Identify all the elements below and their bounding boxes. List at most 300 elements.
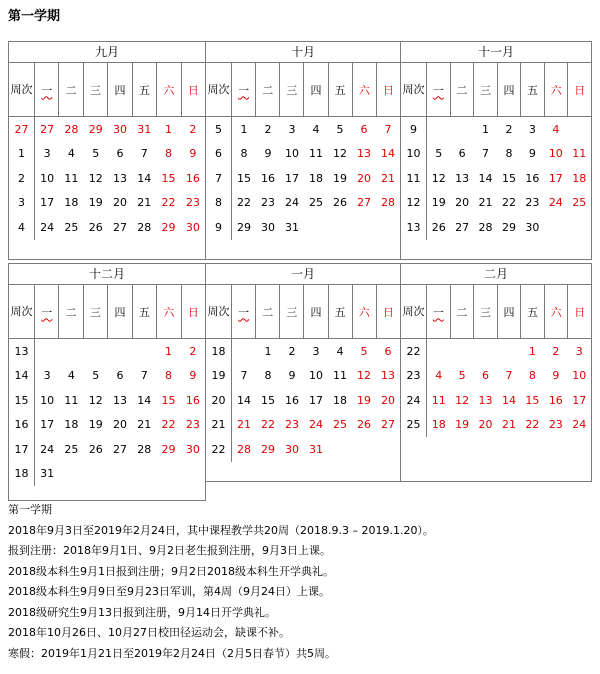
day-cell: 17 (40, 418, 55, 432)
day-cell: 1 (165, 122, 173, 136)
day-cell: 24 (572, 418, 587, 432)
day-cell: 20 (112, 418, 127, 432)
day-cell (450, 339, 473, 364)
day-cell: 10 (285, 147, 299, 161)
week-row (9, 117, 205, 142)
day-cell: 29 (161, 442, 176, 456)
week-row (206, 142, 400, 167)
day-cell: 17 (285, 171, 299, 185)
week-number: 6 (206, 142, 232, 167)
week-header: 周 次 (207, 304, 230, 318)
day-cell: 25 (64, 442, 79, 456)
day-cell: 4 (67, 369, 75, 383)
day-cell: 19 (88, 196, 103, 210)
day-cell: 21 (137, 418, 152, 432)
weekday-label: 二 (450, 63, 474, 116)
day-cell: 13 (112, 393, 127, 407)
day-cell: 2 (552, 344, 560, 358)
day-cell: 30 (185, 220, 200, 234)
day-cell: 1 (528, 344, 536, 358)
weekday-header (206, 285, 400, 339)
day-cell: 5 (336, 122, 344, 136)
weekday-label: 日 (376, 285, 400, 338)
weekday-label: 一 (34, 63, 58, 116)
weekday-header (401, 63, 591, 117)
day-cell: 4 (336, 344, 344, 358)
week-number: 25 (401, 413, 427, 438)
day-cell: 10 (309, 369, 323, 383)
day-cell: 17 (309, 393, 323, 407)
day-cell: 16 (185, 171, 200, 185)
week-row (206, 166, 400, 191)
day-cell: 23 (261, 196, 275, 210)
day-cell: 23 (185, 418, 200, 432)
day-cell: 10 (40, 171, 55, 185)
week-number: 19 (206, 364, 232, 389)
week-number: 2 (9, 166, 35, 191)
day-cell: 25 (64, 220, 79, 234)
day-cell: 17 (40, 196, 55, 210)
weekday-label: 一 (426, 63, 450, 116)
day-cell: 17 (572, 393, 587, 407)
day-cell: 15 (237, 171, 251, 185)
day-cell: 3 (288, 122, 296, 136)
day-cell: 25 (309, 196, 323, 210)
week-row (9, 191, 205, 216)
day-cell (427, 117, 450, 142)
month-title: 十二月 (9, 264, 205, 285)
week-number: 20 (206, 388, 232, 413)
week-row (9, 142, 205, 167)
day-cell (132, 462, 156, 487)
week-header: 周次 (402, 82, 425, 96)
day-cell (132, 339, 156, 364)
day-cell: 6 (384, 344, 392, 358)
day-cell: 5 (458, 369, 466, 383)
day-cell (156, 462, 180, 487)
day-cell: 29 (261, 442, 275, 456)
day-cell: 31 (137, 122, 152, 136)
day-cell: 15 (161, 393, 176, 407)
week-row (401, 339, 591, 364)
day-cell: 13 (455, 171, 470, 185)
weekday-label: 日 (567, 285, 591, 338)
day-cell: 26 (88, 220, 103, 234)
day-cell: 10 (548, 147, 563, 161)
day-cell: 17 (548, 171, 563, 185)
day-cell (84, 462, 108, 487)
day-cell (84, 339, 108, 364)
week-number: 17 (9, 437, 35, 462)
week-number: 4 (9, 215, 35, 240)
day-cell: 26 (357, 418, 371, 432)
week-row (9, 215, 205, 240)
weekday-label: 三 (279, 63, 303, 116)
week-row (206, 215, 400, 240)
weekday-label: 六 (156, 285, 180, 338)
week-number: 11 (401, 166, 427, 191)
week-number: 23 (401, 364, 427, 389)
day-cell: 27 (112, 220, 127, 234)
day-cell: 27 (112, 442, 127, 456)
week-row (9, 437, 205, 462)
week-number: 14 (9, 364, 35, 389)
day-cell: 3 (575, 344, 583, 358)
weekday-header (9, 63, 205, 117)
weekday-label: 三 (279, 285, 303, 338)
day-cell: 9 (552, 369, 560, 383)
weekday-label: 日 (181, 63, 205, 116)
weekday-label: 五 (132, 63, 156, 116)
day-cell: 16 (548, 393, 563, 407)
month-block (8, 41, 206, 260)
notes-line: 2018年10月26日、10月27日校田径运动会，缺课不补。 (8, 626, 290, 639)
day-cell: 23 (185, 196, 200, 210)
day-cell: 3 (312, 344, 320, 358)
weekday-label: 四 (107, 63, 131, 116)
day-cell: 16 (285, 393, 299, 407)
week-row (206, 191, 400, 216)
weekday-label: 一 (426, 285, 450, 338)
day-cell: 9 (189, 147, 197, 161)
day-cell: 18 (572, 171, 587, 185)
day-cell (108, 462, 132, 487)
week-number: 15 (9, 388, 35, 413)
notes-line: 报到注册：2018年9月1日、9月2日老生报到注册，9月3日上课。 (8, 544, 331, 557)
day-cell: 21 (381, 171, 395, 185)
week-row (206, 339, 400, 364)
day-cell: 21 (237, 418, 251, 432)
month-block (205, 41, 401, 260)
day-cell: 30 (185, 442, 200, 456)
week-row (9, 364, 205, 389)
week-row (9, 166, 205, 191)
day-cell: 30 (525, 220, 540, 234)
day-cell: 13 (381, 369, 395, 383)
week-row (401, 215, 591, 240)
weekday-label: 六 (544, 285, 568, 338)
day-cell: 11 (64, 171, 79, 185)
day-cell: 2 (264, 122, 272, 136)
weekday-label: 一 (231, 63, 255, 116)
week-row (206, 413, 400, 438)
day-cell: 16 (261, 171, 275, 185)
day-cell: 21 (501, 418, 516, 432)
day-cell: 3 (43, 147, 51, 161)
day-cell (376, 437, 400, 462)
day-cell (304, 215, 328, 240)
month-title: 二月 (401, 264, 591, 285)
week-header: 周 次 (10, 304, 33, 318)
day-cell: 26 (333, 196, 347, 210)
day-cell (181, 462, 205, 487)
month-block (400, 263, 592, 482)
day-cell: 31 (309, 442, 323, 456)
weekday-label: 四 (303, 63, 327, 116)
day-cell: 25 (333, 418, 347, 432)
week-number: 18 (9, 462, 35, 487)
day-cell: 12 (455, 393, 470, 407)
day-cell: 12 (431, 171, 446, 185)
day-cell: 18 (64, 196, 79, 210)
day-cell: 7 (384, 122, 392, 136)
week-row (401, 191, 591, 216)
day-cell: 13 (112, 171, 127, 185)
weekday-label: 二 (255, 285, 279, 338)
weekday-label: 一 (34, 285, 58, 338)
day-cell (568, 117, 591, 142)
day-cell: 22 (261, 418, 275, 432)
week-number: 18 (206, 339, 232, 364)
day-cell: 28 (237, 442, 251, 456)
notes-line: 2018级研究生9月13日报到注册，9月14日开学典礼。 (8, 605, 276, 619)
week-number: 10 (401, 142, 427, 167)
week-row (9, 339, 205, 364)
day-cell: 28 (381, 196, 395, 210)
day-cell: 7 (140, 147, 148, 161)
month-title: 一月 (206, 264, 400, 285)
day-cell: 28 (478, 220, 493, 234)
weekday-label: 二 (255, 63, 279, 116)
day-cell: 15 (261, 393, 275, 407)
day-cell: 19 (88, 418, 103, 432)
weekday-label: 一 (231, 285, 255, 338)
week-number: 27 (9, 117, 35, 142)
day-cell: 12 (333, 147, 347, 161)
day-cell (450, 117, 473, 142)
weekday-label: 三 (473, 63, 497, 116)
day-cell: 20 (381, 393, 395, 407)
day-cell: 19 (455, 418, 470, 432)
week-number: 21 (206, 413, 232, 438)
day-cell: 3 (43, 369, 51, 383)
day-cell: 1 (264, 344, 272, 358)
day-cell (352, 437, 376, 462)
day-cell: 21 (137, 196, 152, 210)
day-cell: 31 (40, 467, 55, 481)
day-cell: 11 (64, 393, 79, 407)
day-cell (328, 215, 352, 240)
weekday-label: 六 (156, 63, 180, 116)
week-number: 13 (9, 339, 35, 364)
day-cell: 29 (501, 220, 516, 234)
day-cell: 18 (431, 418, 446, 432)
day-cell: 20 (455, 196, 470, 210)
day-cell: 19 (333, 171, 347, 185)
weekday-label: 四 (107, 285, 131, 338)
day-cell: 15 (161, 171, 176, 185)
day-cell: 7 (140, 369, 148, 383)
notes-line: 2018级本科生9月9日至9月23日军训，第4周（9月24日）上课。 (8, 585, 330, 598)
week-number: 5 (206, 117, 232, 142)
day-cell: 29 (161, 220, 176, 234)
day-cell (544, 215, 567, 240)
weekday-label: 三 (83, 285, 107, 338)
day-cell: 3 (528, 122, 536, 136)
day-cell (232, 339, 256, 364)
notes-line: 2018年9月3日至2019年2月24日，其中课程教学共20周（2018.9.3 – 2019.1.20）。 (8, 523, 434, 537)
day-cell: 29 (88, 122, 103, 136)
day-cell: 27 (357, 196, 371, 210)
week-number: 8 (206, 191, 232, 216)
day-cell: 8 (165, 369, 173, 383)
week-number: 7 (206, 166, 232, 191)
day-cell: 16 (525, 171, 540, 185)
day-cell: 23 (548, 418, 563, 432)
day-cell: 14 (478, 171, 493, 185)
day-cell: 1 (482, 122, 490, 136)
day-cell: 24 (309, 418, 323, 432)
day-cell: 7 (240, 369, 248, 383)
week-header: 周 次 (402, 304, 425, 318)
day-cell: 9 (189, 369, 197, 383)
weekday-label: 五 (328, 63, 352, 116)
week-row (401, 364, 591, 389)
day-cell: 25 (572, 196, 587, 210)
day-cell: 27 (40, 122, 55, 136)
day-cell: 2 (189, 344, 197, 358)
day-cell: 22 (161, 418, 176, 432)
day-cell: 11 (309, 147, 323, 161)
day-cell: 5 (92, 147, 100, 161)
week-number: 24 (401, 388, 427, 413)
month-block (205, 263, 401, 482)
day-cell: 30 (261, 220, 275, 234)
day-cell: 14 (381, 147, 395, 161)
day-cell: 7 (482, 147, 490, 161)
day-cell: 24 (548, 196, 563, 210)
weekday-header (9, 285, 205, 339)
day-cell: 27 (381, 418, 395, 432)
day-cell: 21 (478, 196, 493, 210)
week-number: 22 (401, 339, 427, 364)
day-cell: 18 (333, 393, 347, 407)
week-number: 9 (206, 215, 232, 240)
week-row (9, 388, 205, 413)
weekday-label: 五 (328, 285, 352, 338)
day-cell: 4 (312, 122, 320, 136)
day-cell: 15 (501, 171, 516, 185)
notes-line: 第一学期 (8, 503, 52, 516)
day-cell (328, 437, 352, 462)
weekday-label: 四 (303, 285, 327, 338)
day-cell: 29 (237, 220, 251, 234)
day-cell: 27 (455, 220, 470, 234)
day-cell: 8 (240, 147, 248, 161)
day-cell: 9 (528, 147, 536, 161)
day-cell: 2 (189, 122, 197, 136)
notes (8, 500, 434, 664)
day-cell: 14 (501, 393, 516, 407)
week-number: 16 (9, 413, 35, 438)
week-number: 1 (9, 142, 35, 167)
week-row (206, 117, 400, 142)
day-cell: 14 (137, 171, 152, 185)
day-cell: 11 (572, 147, 587, 161)
day-cell: 8 (505, 147, 513, 161)
day-cell: 2 (505, 122, 513, 136)
day-cell: 8 (528, 369, 536, 383)
day-cell: 5 (92, 369, 100, 383)
day-cell: 28 (64, 122, 79, 136)
weekday-label: 四 (497, 63, 521, 116)
week-header: 周 次 (10, 82, 33, 96)
day-cell: 10 (572, 369, 587, 383)
day-cell: 28 (137, 442, 152, 456)
day-cell: 20 (112, 196, 127, 210)
day-cell (352, 215, 376, 240)
day-cell: 18 (64, 418, 79, 432)
day-cell: 6 (116, 369, 124, 383)
weekday-label: 二 (58, 63, 82, 116)
month-block (400, 41, 592, 260)
weekday-label: 四 (497, 285, 521, 338)
week-number: 12 (401, 191, 427, 216)
day-cell: 18 (309, 171, 323, 185)
weekday-label: 日 (567, 63, 591, 116)
day-cell: 31 (285, 220, 299, 234)
day-cell: 4 (435, 369, 443, 383)
weekday-label: 五 (132, 285, 156, 338)
day-cell: 30 (112, 122, 127, 136)
day-cell (474, 339, 497, 364)
day-cell: 22 (161, 196, 176, 210)
weekday-label: 六 (352, 285, 376, 338)
week-row (401, 117, 591, 142)
day-cell: 13 (478, 393, 493, 407)
weekday-label: 日 (181, 285, 205, 338)
week-number: 3 (9, 191, 35, 216)
month-block (8, 263, 206, 501)
day-cell: 23 (285, 418, 299, 432)
day-cell (59, 462, 83, 487)
week-number: 22 (206, 437, 232, 462)
day-cell: 9 (264, 147, 272, 161)
weekday-label: 三 (473, 285, 497, 338)
day-cell: 30 (285, 442, 299, 456)
day-cell (376, 215, 400, 240)
week-number: 9 (401, 117, 427, 142)
day-cell: 13 (357, 147, 371, 161)
day-cell: 7 (505, 369, 513, 383)
day-cell: 11 (431, 393, 446, 407)
month-title: 十一月 (401, 42, 591, 63)
day-cell: 24 (40, 220, 55, 234)
day-cell: 1 (165, 344, 173, 358)
day-cell: 12 (88, 171, 103, 185)
day-cell (568, 215, 591, 240)
day-cell (497, 339, 520, 364)
day-cell: 26 (88, 442, 103, 456)
day-cell: 6 (116, 147, 124, 161)
weekday-label: 五 (520, 285, 544, 338)
day-cell: 14 (237, 393, 251, 407)
week-row (401, 142, 591, 167)
month-title: 十月 (206, 42, 400, 63)
day-cell: 22 (501, 196, 516, 210)
day-cell: 8 (165, 147, 173, 161)
weekday-label: 二 (58, 285, 82, 338)
day-cell: 20 (357, 171, 371, 185)
day-cell: 8 (264, 369, 272, 383)
notes-line: 2018级本科生9月1日报到注册；9月2日2018级本科生开学典礼。 (8, 564, 334, 578)
week-header: 周次 (207, 82, 230, 96)
weekday-label: 三 (83, 63, 107, 116)
day-cell: 22 (237, 196, 251, 210)
page-title: 第一学期 (8, 9, 61, 24)
weekday-label: 五 (520, 63, 544, 116)
week-number: 13 (401, 215, 427, 240)
